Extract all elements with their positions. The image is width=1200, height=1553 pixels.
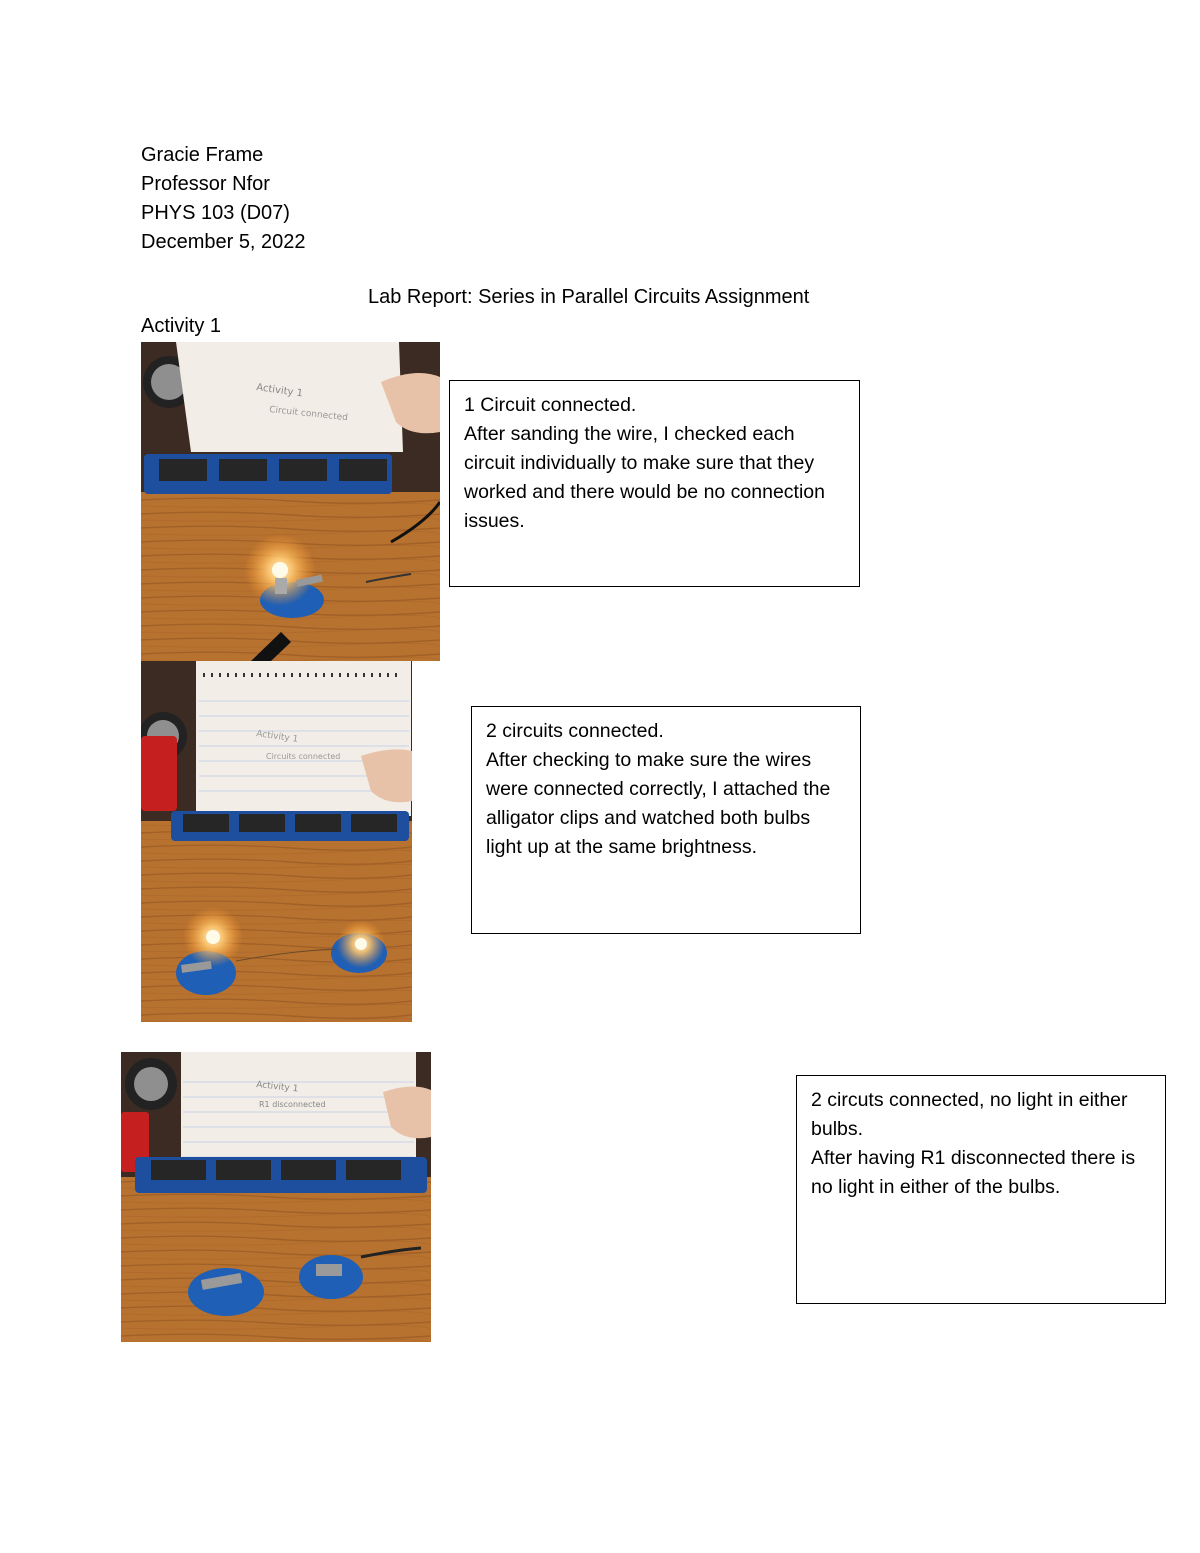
- caption-body: After checking to make sure the wires were connected correctly, I attached the alligator clips and watched both bulbs light up at the same brightness.: [486, 749, 831, 858]
- caption-body: After sanding the wire, I checked each circuit individually to make sure that they worked and there would be no connection issues.: [464, 423, 825, 532]
- professor-name: Professor Nfor: [141, 173, 270, 195]
- caption-body: After having R1 disconnected there is no light in either of the bulbs.: [811, 1147, 1136, 1198]
- report-title: Lab Report: Series in Parallel Circuits Assignment: [368, 286, 810, 308]
- caption-box-two-circuits: [471, 706, 861, 934]
- caption-heading: 1 Circuit connected.: [464, 394, 637, 416]
- report-date: December 5, 2022: [141, 231, 306, 253]
- svg-text:Activity 1: Activity 1: [255, 729, 299, 745]
- caption-heading: 2 circuts connected, no light in either bulbs.: [811, 1089, 1128, 1140]
- caption-heading: 2 circuits connected.: [486, 720, 664, 742]
- photo-two-circuits-unlit: [121, 1052, 431, 1342]
- photo-one-circuit-lit: [141, 342, 440, 661]
- course-code: PHYS 103 (D07): [141, 202, 290, 224]
- caption-box-two-circuits-unlit: [796, 1075, 1166, 1304]
- student-name: Gracie Frame: [141, 144, 264, 166]
- svg-text:R1 disconnected: R1 disconnected: [259, 1100, 326, 1109]
- caption-box-one-circuit: [449, 380, 860, 587]
- svg-text:Circuits connected: Circuits connected: [266, 752, 341, 761]
- svg-text:Activity 1: Activity 1: [255, 1080, 299, 1095]
- svg-text:Activity 1: Activity 1: [255, 382, 304, 400]
- activity-heading: Activity 1: [141, 315, 222, 337]
- photo-two-circuits-lit: [141, 661, 412, 1022]
- svg-text:Circuit connected: Circuit connected: [268, 405, 349, 424]
